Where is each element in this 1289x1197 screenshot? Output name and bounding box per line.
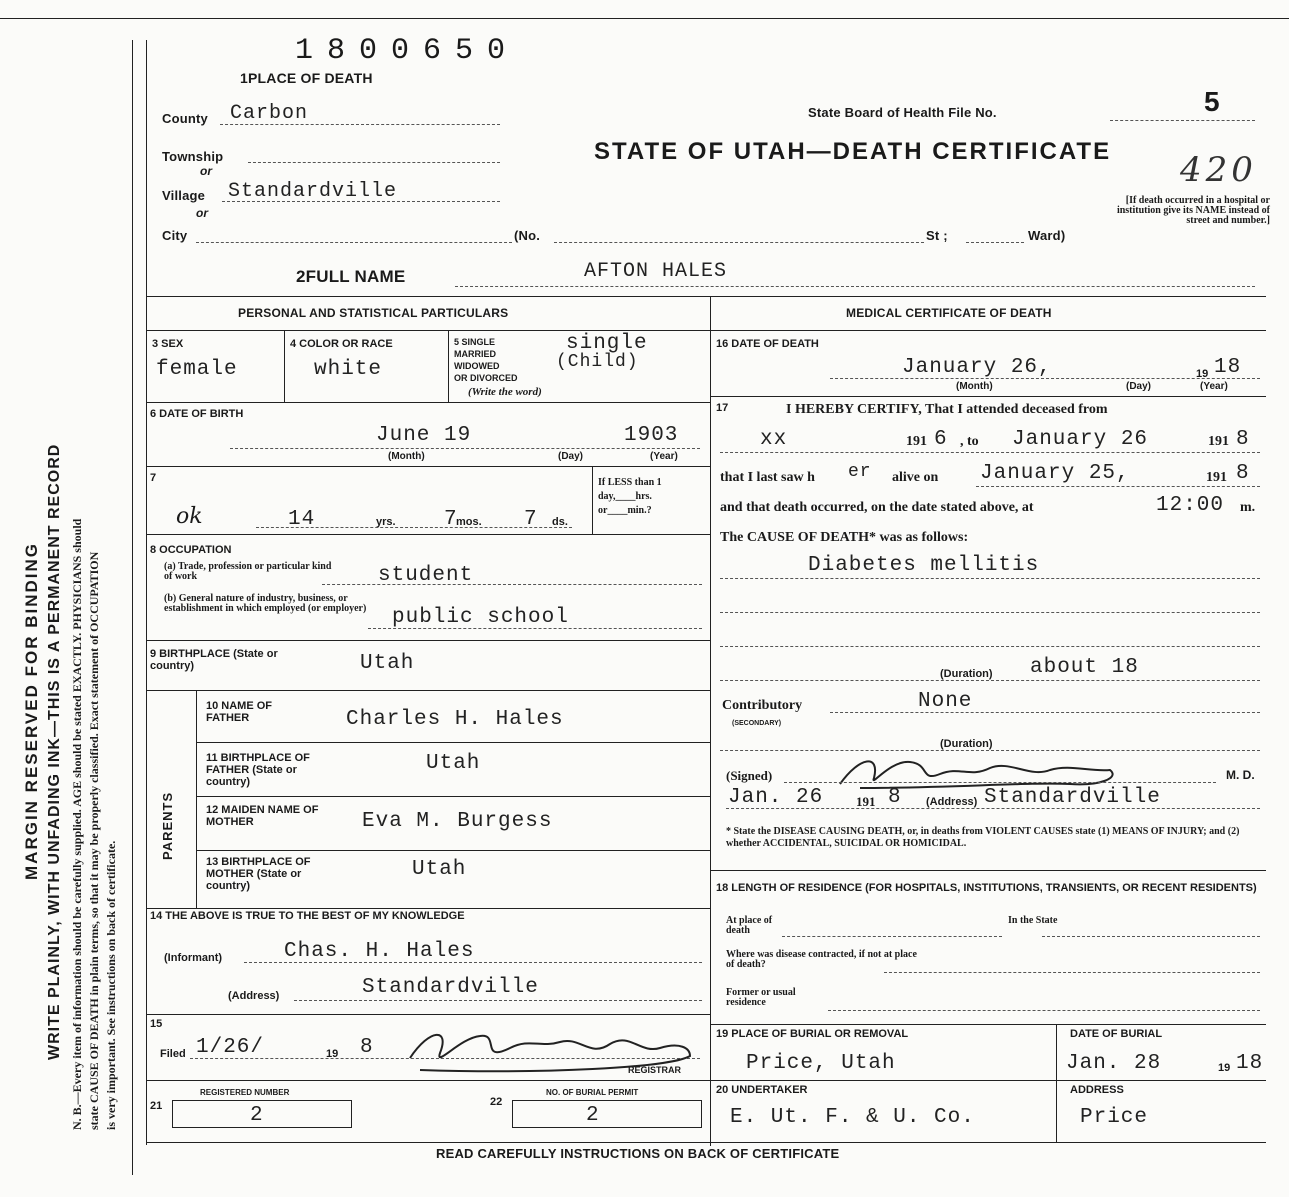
file-no-value: 5 xyxy=(1204,86,1220,117)
occupation-b-label: (b) General nature of industry, business, or establishment in which employed (or employer) xyxy=(164,593,367,614)
father-birthplace-label: 11 BIRTHPLACE OF FATHER (State or country) xyxy=(206,752,310,788)
dob-year: 1903 xyxy=(624,424,679,447)
hospital-note: [If death occurred in a hospital or institution give its NAME instead of street and number.] xyxy=(1116,195,1270,226)
parents-label: PARENTS xyxy=(160,791,175,860)
death-time: 12:00 xyxy=(1156,494,1225,517)
street-label: St ; xyxy=(926,228,948,243)
marital-widowed-label: WIDOWED xyxy=(454,361,500,371)
at-place-label: At place of death xyxy=(726,915,773,936)
burial-date-value: Jan. 28 xyxy=(1066,1052,1162,1075)
dod-year-prefix: 19 xyxy=(1196,368,1209,380)
in-state-line xyxy=(1042,936,1260,937)
place-of-death-label: 1PLACE OF DEATH xyxy=(240,70,373,86)
rule-dod xyxy=(710,396,1266,397)
dod-label: 16 DATE OF DEATH xyxy=(716,338,819,350)
rule-filed xyxy=(146,1080,710,1081)
alive-on-text: alive on xyxy=(892,470,939,485)
time-m: m. xyxy=(1240,500,1256,515)
or-label-1: or xyxy=(200,164,212,178)
burial-permit-label: NO. OF BURIAL PERMIT xyxy=(546,1088,639,1097)
mother-birthplace-label: 13 BIRTHPLACE OF MOTHER (State or country) xyxy=(206,856,311,892)
dod-year-caption: (Year) xyxy=(1200,381,1228,392)
county-value: Carbon xyxy=(230,102,309,125)
duration-value: about 18 xyxy=(1030,656,1139,679)
filed-year-prefix: 19 xyxy=(326,1048,339,1060)
city-line xyxy=(196,242,512,243)
attended-to-value: January 26 xyxy=(1012,428,1149,451)
certify-text: I HEREBY CERTIFY, That I attended deceased from xyxy=(786,402,1108,417)
contracted-line xyxy=(884,972,1260,973)
undertaker-label: 20 UNDERTAKER xyxy=(716,1084,808,1096)
color-divider xyxy=(448,330,449,402)
rule-occupation xyxy=(146,640,710,641)
mother-name-value: Eva M. Burgess xyxy=(362,810,553,833)
cause-line-2 xyxy=(720,612,1260,613)
informant-address-line xyxy=(294,1000,702,1001)
signed-date: Jan. 26 xyxy=(728,786,824,809)
last-saw-text: that I last saw h xyxy=(720,470,815,485)
sex-label: 3 SEX xyxy=(152,338,184,350)
informant-label: (Informant) xyxy=(164,952,223,964)
file-no-line xyxy=(1110,120,1255,121)
age-days: 7 xyxy=(524,508,538,531)
alive-on-value: January 25, xyxy=(980,462,1130,485)
undertaker-value: E. Ut. F. & U. Co. xyxy=(730,1106,975,1129)
contrib-duration-label: (Duration) xyxy=(940,738,993,750)
dod-line xyxy=(830,378,1260,379)
true-statement-label: 14 THE ABOVE IS TRUE TO THE BEST OF MY KNOWLEDGE xyxy=(150,910,465,922)
rule-medical-head xyxy=(710,330,1266,331)
rule-age xyxy=(146,534,710,535)
dod-value: January 26, xyxy=(902,356,1052,379)
sex-divider xyxy=(284,330,285,402)
md-label: M. D. xyxy=(1226,768,1255,782)
certify-number: 17 xyxy=(716,402,729,414)
informant-address-label: (Address) xyxy=(228,990,280,1002)
physician-address-value: Standardville xyxy=(984,786,1161,809)
reg-number-value: 2 xyxy=(250,1104,264,1127)
alive-year-prefix: 191 xyxy=(1206,470,1227,485)
margin-note-3: is very important. See instructions on back of certificate. xyxy=(104,840,118,1130)
parents-divider xyxy=(196,690,197,908)
age-mos-caption: mos. xyxy=(456,516,482,528)
full-name-line xyxy=(455,286,1255,287)
dob-day-caption: (Day) xyxy=(558,451,584,462)
marital-labels xyxy=(454,336,518,384)
rule-father-bp xyxy=(196,796,710,797)
father-birthplace-value: Utah xyxy=(426,752,481,775)
burial-year-prefix: 19 xyxy=(1218,1062,1231,1074)
burial-place-value: Price, Utah xyxy=(746,1052,896,1075)
marital-note: (Write the word) xyxy=(468,386,542,398)
marital-single-label: 5 SINGLE xyxy=(454,337,496,347)
margin-note-2: state CAUSE OF DEATH in plain terms, so that it may be properly classified. Exact statement of OCCUPATION xyxy=(87,551,101,1130)
dod-day-caption: (Day) xyxy=(1126,381,1152,392)
form-left-border xyxy=(146,40,147,1145)
rule-note xyxy=(710,870,1266,871)
birthplace-label: 9 BIRTHPLACE (State or country) xyxy=(150,648,278,672)
county-label: County xyxy=(162,111,208,126)
age-ds-caption: ds. xyxy=(552,516,568,528)
color-value: white xyxy=(314,358,383,381)
cause-label: The CAUSE OF DEATH* was as follows: xyxy=(720,530,969,545)
age-yrs-caption: yrs. xyxy=(376,516,396,528)
marital-married-label: MARRIED xyxy=(454,349,496,359)
age-mark: ok xyxy=(176,504,203,529)
contributory-value: None xyxy=(918,690,973,713)
father-name-value: Charles H. Hales xyxy=(346,708,564,731)
secondary-caption: (SECONDARY) xyxy=(732,720,782,727)
duration-line xyxy=(720,680,1260,681)
cause-line-1 xyxy=(720,578,1260,579)
township-line xyxy=(248,162,500,163)
former-residence-label: Former or usual residence xyxy=(726,987,796,1008)
marital-value: single xyxy=(566,332,648,355)
contracted-label: Where was disease contracted, if not at place of death? xyxy=(726,949,917,970)
mother-name-label: 12 MAIDEN NAME OF MOTHER xyxy=(206,804,319,828)
attended-from-value: xx xyxy=(760,428,788,451)
burial-permit-section-number: 22 xyxy=(490,1096,503,1108)
age-months: 7 xyxy=(444,508,458,531)
attended-from-year-prefix: 191 xyxy=(906,434,927,449)
filed-label: Filed xyxy=(160,1048,186,1060)
rule-mother-bp xyxy=(146,908,710,909)
section-top-rule xyxy=(146,296,1266,297)
file-no-label: State Board of Health File No. xyxy=(808,105,997,120)
personal-heading: PERSONAL AND STATISTICAL PARTICULARS xyxy=(238,306,509,320)
cause-line-3 xyxy=(720,646,1260,647)
rule-dob xyxy=(146,466,710,467)
full-name-value: AFTON HALES xyxy=(584,260,728,283)
village-value: Standardville xyxy=(228,180,398,203)
section-bottom-rule xyxy=(146,1142,1266,1143)
residence-label: 18 LENGTH OF RESIDENCE (FOR HOSPITALS, INSTITUTIONS, TRANSIENTS, OR RECENT RESIDENTS) xyxy=(716,882,1257,894)
dod-year: 18 xyxy=(1214,356,1242,379)
city-label: City xyxy=(162,228,188,243)
age-divider xyxy=(592,466,593,534)
rule-personal-head xyxy=(146,330,710,331)
burial-permit-value: 2 xyxy=(586,1104,600,1127)
occupation-label: 8 OCCUPATION xyxy=(150,544,232,556)
former-residence-line xyxy=(828,1010,1260,1011)
informant-line xyxy=(244,962,702,963)
contributory-label: Contributory xyxy=(722,698,803,713)
age-line xyxy=(256,527,572,528)
rule-informant xyxy=(146,1014,710,1015)
contributory-line xyxy=(830,712,1260,713)
informant-address-value: Standardville xyxy=(362,976,539,999)
or-label-2: or xyxy=(196,206,208,220)
attended-to-year: 8 xyxy=(1236,428,1250,451)
attended-line xyxy=(720,452,1260,453)
ward-line xyxy=(966,242,1024,243)
birthplace-value: Utah xyxy=(360,652,415,675)
age-label: 7 xyxy=(150,472,157,484)
dob-month-caption: (Month) xyxy=(388,451,425,462)
physician-address-label: (Address) xyxy=(926,796,978,808)
signed-line xyxy=(784,782,1216,783)
reg-number-label: REGISTERED NUMBER xyxy=(200,1088,290,1097)
dob-year-caption: (Year) xyxy=(650,451,678,462)
margin-permanent: WRITE PLAINLY, WITH UNFADING INK—THIS IS A PERMANENT RECORD xyxy=(46,443,63,1060)
occupation-a-label: (a) Trade, profession or particular kind of work xyxy=(164,561,332,582)
rule-sex xyxy=(146,402,710,403)
rule-burial xyxy=(710,1080,1266,1081)
attended-from-year: 6 xyxy=(934,428,948,451)
street-no-label: (No. xyxy=(514,228,541,243)
ward-label: Ward) xyxy=(1028,228,1066,243)
age-years: 14 xyxy=(288,508,316,531)
margin-binding: MARGIN RESERVED FOR BINDING xyxy=(22,542,41,880)
informant-value: Chas. H. Hales xyxy=(284,940,475,963)
filed-number: 15 xyxy=(150,1018,163,1030)
top-border xyxy=(0,18,1289,19)
medical-heading: MEDICAL CERTIFICATE OF DEATH xyxy=(846,306,1052,320)
signed-year-prefix: 191 xyxy=(856,794,876,809)
occurred-text: and that death occurred, on the date stated above, at xyxy=(720,500,1034,515)
rule-mother xyxy=(196,850,710,851)
registrar-label: REGISTRAR xyxy=(628,1065,682,1075)
duration-label: (Duration) xyxy=(940,668,993,680)
to-label: , to xyxy=(960,434,979,449)
marital-divorced-label: OR DIVORCED xyxy=(454,373,518,383)
margin-note-1: N. B.—Every item of information should be carefully supplied. AGE should be stated EXACTLY. PHYSICIANS should xyxy=(70,518,84,1130)
signed-label: (Signed) xyxy=(726,768,773,783)
physician-address-line xyxy=(726,808,1260,809)
last-saw-pronoun: er xyxy=(848,462,872,482)
full-name-label: 2FULL NAME xyxy=(296,267,406,286)
village-line xyxy=(222,201,500,202)
occupation-a-line xyxy=(322,584,702,585)
rule-residence xyxy=(710,1024,1266,1025)
dob-month-day: June 19 xyxy=(376,424,472,447)
county-line xyxy=(220,124,500,125)
sex-value: female xyxy=(156,358,238,381)
footer-instructions: READ CAREFULLY INSTRUCTIONS ON BACK OF CERTIFICATE xyxy=(436,1146,840,1161)
filed-year: 8 xyxy=(360,1036,374,1059)
color-label: 4 COLOR OR RACE xyxy=(290,338,393,350)
marital-value-2: (Child) xyxy=(556,352,639,372)
attended-to-year-prefix: 191 xyxy=(1208,434,1229,449)
dod-month-caption: (Month) xyxy=(956,381,993,392)
alive-line xyxy=(976,486,1260,487)
dob-line xyxy=(230,448,700,449)
rule-birthplace xyxy=(146,690,710,691)
undertaker-address-value: Price xyxy=(1080,1106,1149,1129)
burial-year: 18 xyxy=(1236,1052,1264,1075)
burial-date-label: DATE OF BURIAL xyxy=(1070,1028,1163,1040)
at-place-line xyxy=(782,936,1002,937)
certificate-title: STATE OF UTAH—DEATH CERTIFICATE xyxy=(594,138,1112,165)
alive-year: 8 xyxy=(1236,462,1250,485)
occupation-b-line xyxy=(368,628,702,629)
occupation-a-value: student xyxy=(378,564,474,587)
undertaker-address-label: ADDRESS xyxy=(1070,1084,1124,1096)
section-divider xyxy=(710,296,711,1146)
street-line xyxy=(554,242,924,243)
village-label: Village xyxy=(162,188,206,203)
father-name-label: 10 NAME OF FATHER xyxy=(206,700,273,724)
burial-place-label: 19 PLACE OF BURIAL OR REMOVAL xyxy=(716,1028,909,1040)
in-state-label: In the State xyxy=(1008,915,1058,926)
handwritten-number: 420 xyxy=(1180,150,1257,190)
binding-rule xyxy=(132,40,133,1175)
township-label: Township xyxy=(162,149,224,164)
violent-causes-note: * State the DISEASE CAUSING DEATH, or, in deaths from VIOLENT CAUSES state (1) MEANS OF INJURY; and (2) whether ACCIDENTAL, SUICIDAL OR HOMICIDAL. xyxy=(726,826,1240,849)
burial-divider xyxy=(1056,1024,1057,1142)
burial-permit-box xyxy=(512,1100,702,1128)
rule-father xyxy=(196,742,710,743)
dob-label: 6 DATE OF BIRTH xyxy=(150,408,244,420)
signed-year: 8 xyxy=(888,786,902,809)
less-than-day: If LESS than 1 day,____hrs. or____min.? xyxy=(598,477,662,516)
cause-value: Diabetes mellitis xyxy=(808,554,1040,577)
certificate-number: 1800650 xyxy=(295,34,520,68)
reg-section-number: 21 xyxy=(150,1100,163,1112)
filed-date: 1/26/ xyxy=(196,1036,265,1059)
occupation-b-value: public school xyxy=(392,606,569,629)
mother-birthplace-value: Utah xyxy=(412,858,467,881)
